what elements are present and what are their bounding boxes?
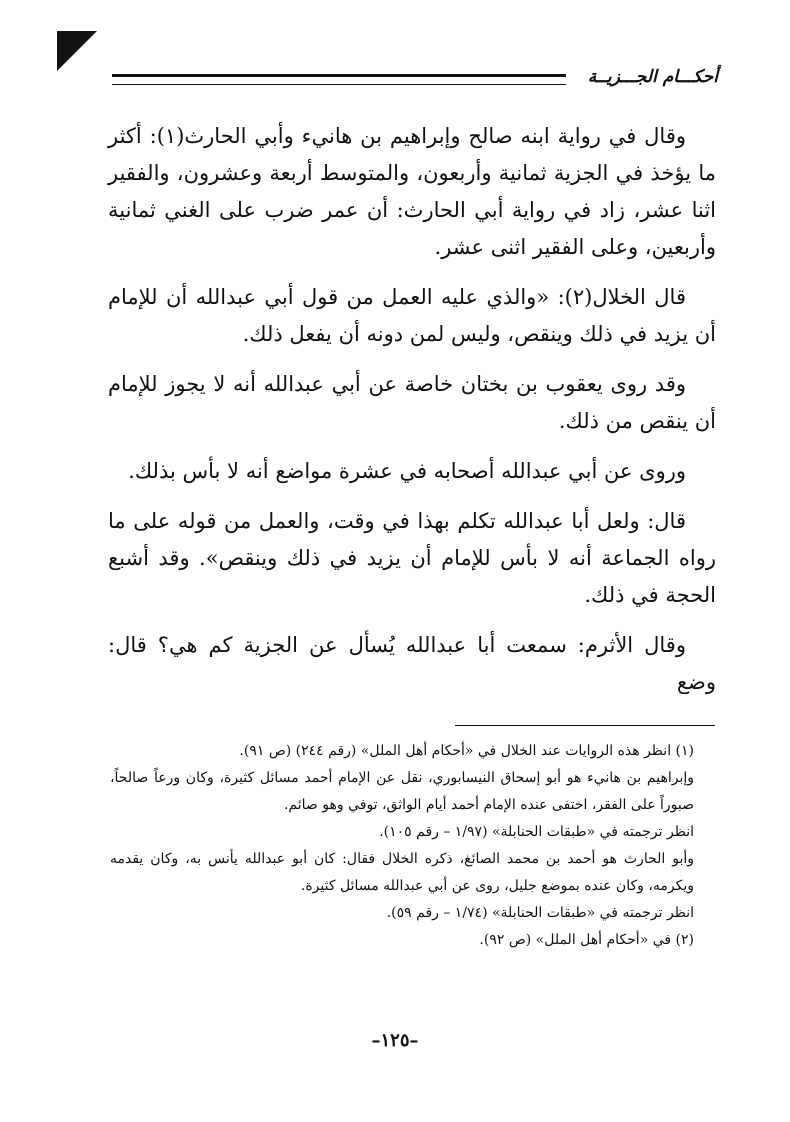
corner-triangle-mark: [57, 31, 97, 71]
page-number: –١٢٥–: [371, 1030, 419, 1051]
paragraph: قال: ولعل أبا عبدالله تكلم بهذا في وقت، والعمل من قوله على ما رواه الجماعة أنه لا بأس للإمام أن يزيد في ذلك وينقص». وقد أشبع الحجة في ذلك.: [108, 509, 716, 607]
header-title: أحكـــام الجـــزيــة: [587, 67, 718, 87]
footnote-separator: [455, 725, 715, 726]
main-text: [108, 118, 716, 714]
footnote-line: (١) انظر هذه الروايات عند الخلال في «أحكام أهل الملل» (رقم ٢٤٤) (ص ٩١).: [239, 743, 694, 759]
footnote-line: (٢) في «أحكام أهل الملل» (ص ٩٢).: [479, 932, 694, 948]
paragraph: قال الخلال(٢): «والذي عليه العمل من قول أبي عبدالله أن للإمام أن يزيد في ذلك وينقص، وليس لمن دونه أن يفعل ذلك.: [108, 285, 716, 346]
footnote-line: انظر ترجمته في «طبقات الحنابلة» (١/٩٧ – رقم ١٠٥).: [379, 824, 694, 840]
paragraph: وقد روى يعقوب بن بختان خاصة عن أبي عبدالله أنه لا يجوز للإمام أن ينقص من ذلك.: [108, 372, 716, 433]
paragraph: وروى عن أبي عبدالله أصحابه في عشرة مواضع أنه لا بأس بذلك.: [128, 459, 686, 483]
footnote-line: وإبراهيم بن هانيء هو أبو إسحاق النيسابوري، نقل عن الإمام أحمد مسائل كثيرة، وكان ورعاً صالحاً، صبوراً على الفقر، اختفى عنده الإمام أحمد أيام الواثق، توفي وهو صائم.: [110, 770, 694, 813]
paragraph: وقال الأثرم: سمعت أبا عبدالله يُسأل عن الجزية كم هي؟ قال: وضع: [108, 633, 716, 694]
running-header: [112, 64, 718, 94]
footnotes: [110, 738, 716, 954]
footnote-line: وأبو الحارث هو أحمد بن محمد الصائغ، ذكره الخلال فقال: كان أبو عبدالله يأنس به، وكان يقدمه ويكرمه، وكان عنده بموضع جليل، روى عن أبي عبدالله مسائل كثيرة.: [110, 851, 694, 894]
header-double-rule: [112, 74, 566, 85]
footnote-line: انظر ترجمته في «طبقات الحنابلة» (١/٧٤ – رقم ٥٩).: [386, 905, 694, 921]
paragraph: وقال في رواية ابنه صالح وإبراهيم بن هانيء وأبي الحارث(١): أكثر ما يؤخذ في الجزية ثمانية وأربعون، والمتوسط أربعة وعشرون، والفقير اثنا عشر، زاد في رواية أبي الحارث: أن عمر ضرب على الغني ثمانية وأربعين، وعلى الفقير اثنى عشر.: [108, 124, 716, 259]
